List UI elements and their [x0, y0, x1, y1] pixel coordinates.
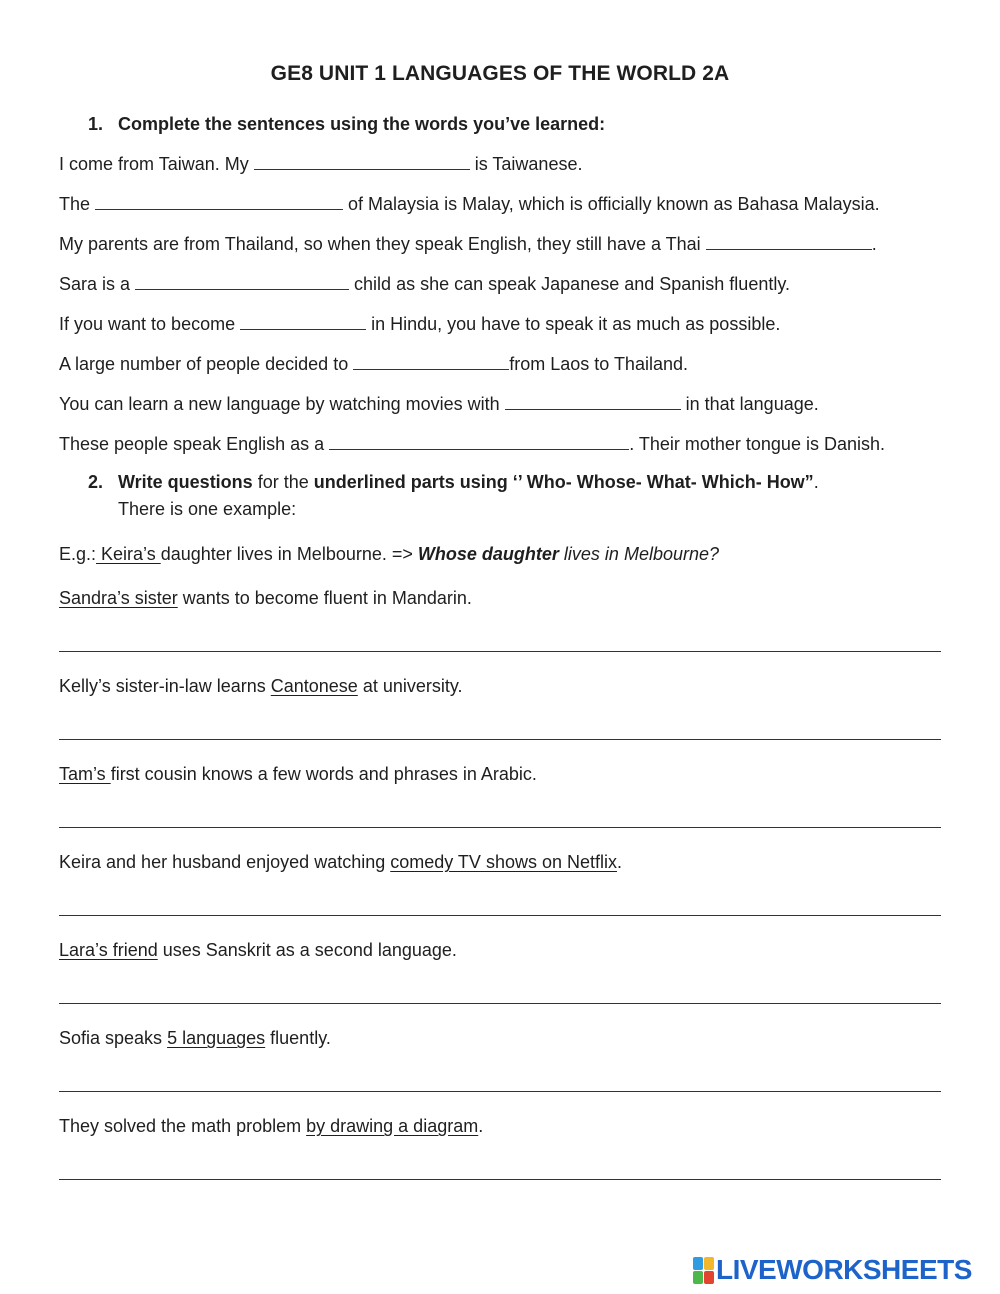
blank-input[interactable] — [95, 193, 343, 210]
example-answer-bold: Whose daughter — [417, 544, 559, 564]
question-underlined: comedy TV shows on Netflix — [390, 852, 617, 872]
question-underlined: Lara’s friend — [59, 940, 158, 960]
section2-instruction-bold-2: underlined parts using ‘’ Who- Whose- What- Which- How” — [313, 472, 814, 492]
fill-sentence — [59, 233, 877, 255]
fill-sentence — [59, 433, 885, 455]
question-text: . — [617, 852, 623, 872]
sentence-text: You can learn a new language by watching movies with — [59, 394, 505, 414]
sentence-text: Sara is a — [59, 274, 136, 294]
fill-sentence — [59, 273, 790, 295]
example-middle: daughter lives in Melbourne. => — [160, 544, 418, 564]
blank-input[interactable] — [254, 153, 470, 170]
answer-line[interactable] — [59, 739, 941, 740]
question-text: Sofia speaks — [59, 1028, 168, 1048]
sentence-text: child as she can speak Japanese and Spanish fluently. — [349, 274, 791, 294]
question-underlined: Sandra’s sister — [59, 588, 178, 608]
logo-mark-icon — [693, 1257, 713, 1283]
question-prompt — [59, 587, 472, 609]
blank-input[interactable] — [329, 433, 629, 450]
example-line — [59, 543, 719, 565]
sentence-text: of Malaysia is Malay, which is officially known as Bahasa Malaysia. — [343, 194, 880, 214]
example-answer-rest: lives in Melbourne? — [558, 544, 720, 564]
question-underlined: Cantonese — [270, 676, 358, 696]
question-prompt — [59, 851, 622, 873]
question-text: wants to become fluent in Mandarin. — [177, 588, 472, 608]
question-prompt — [59, 763, 537, 785]
sentence-text: . Their mother tongue is Danish. — [629, 434, 885, 454]
question-text: at university. — [357, 676, 463, 696]
sentence-text: I come from Taiwan. My — [59, 154, 254, 174]
liveworksheets-logo[interactable] — [693, 1256, 972, 1284]
question-text: They solved the math problem — [59, 1116, 307, 1136]
answer-line[interactable] — [59, 651, 941, 652]
section1-heading — [88, 114, 605, 135]
example-underlined: Keira’s — [96, 544, 161, 564]
section2-heading — [88, 472, 819, 520]
question-text: uses Sanskrit as a second language. — [157, 940, 457, 960]
sentence-text: from Laos to Thailand. — [509, 354, 688, 374]
section1-instruction: Complete the sentences using the words you’ve learned: — [118, 114, 606, 134]
question-text: . — [478, 1116, 484, 1136]
logo-text: LIVEWORKSHEETS — [716, 1254, 972, 1285]
sentence-text: is Taiwanese. — [469, 154, 583, 174]
sentence-text: These people speak English as a — [59, 434, 330, 454]
sentence-text: in Hindu, you have to speak it as much as possible. — [366, 314, 781, 334]
answer-line[interactable] — [59, 827, 941, 828]
section2-instruction-plain-1: for the — [252, 472, 314, 492]
section2-instruction-bold-1: Write questions — [118, 472, 253, 492]
sentence-text: My parents are from Thailand, so when they speak English, they still have a Thai — [59, 234, 706, 254]
blank-input[interactable] — [135, 273, 349, 290]
fill-sentence — [59, 313, 780, 335]
sentence-text: If you want to become — [59, 314, 241, 334]
question-prompt — [59, 1027, 331, 1049]
question-text: Kelly’s sister-in-law learns — [59, 676, 271, 696]
sentence-text: in that language. — [680, 394, 819, 414]
question-prompt — [59, 1115, 483, 1137]
sentence-text: . — [871, 234, 877, 254]
example-prefix: E.g.: — [59, 544, 97, 564]
answer-line[interactable] — [59, 915, 941, 916]
answer-line[interactable] — [59, 1003, 941, 1004]
question-text: fluently. — [265, 1028, 331, 1048]
question-prompt — [59, 675, 463, 697]
sentence-text: A large number of people decided to — [59, 354, 354, 374]
fill-sentence — [59, 393, 819, 415]
fill-sentence — [59, 153, 582, 175]
fill-sentence — [59, 353, 688, 375]
question-text: first cousin knows a few words and phrases in Arabic. — [110, 764, 537, 784]
page-title: GE8 UNIT 1 LANGUAGES OF THE WORLD 2A — [270, 62, 730, 85]
answer-line[interactable] — [59, 1091, 941, 1092]
question-underlined: 5 languages — [167, 1028, 266, 1048]
blank-input[interactable] — [505, 393, 681, 410]
question-underlined: Tam’s — [59, 764, 111, 784]
fill-sentence — [59, 193, 880, 215]
sentence-text: The — [59, 194, 96, 214]
blank-input[interactable] — [353, 353, 509, 370]
blank-input[interactable] — [240, 313, 366, 330]
question-text: Keira and her husband enjoyed watching — [59, 852, 391, 872]
section2-instruction-line2: There is one example: — [118, 499, 297, 519]
question-prompt — [59, 939, 457, 961]
question-underlined: by drawing a diagram — [306, 1116, 479, 1136]
blank-input[interactable] — [706, 233, 872, 250]
answer-line[interactable] — [59, 1179, 941, 1180]
section2-number: 2. — [88, 472, 104, 492]
section1-number: 1. — [88, 114, 104, 134]
section2-instruction-plain-2: . — [813, 472, 819, 492]
